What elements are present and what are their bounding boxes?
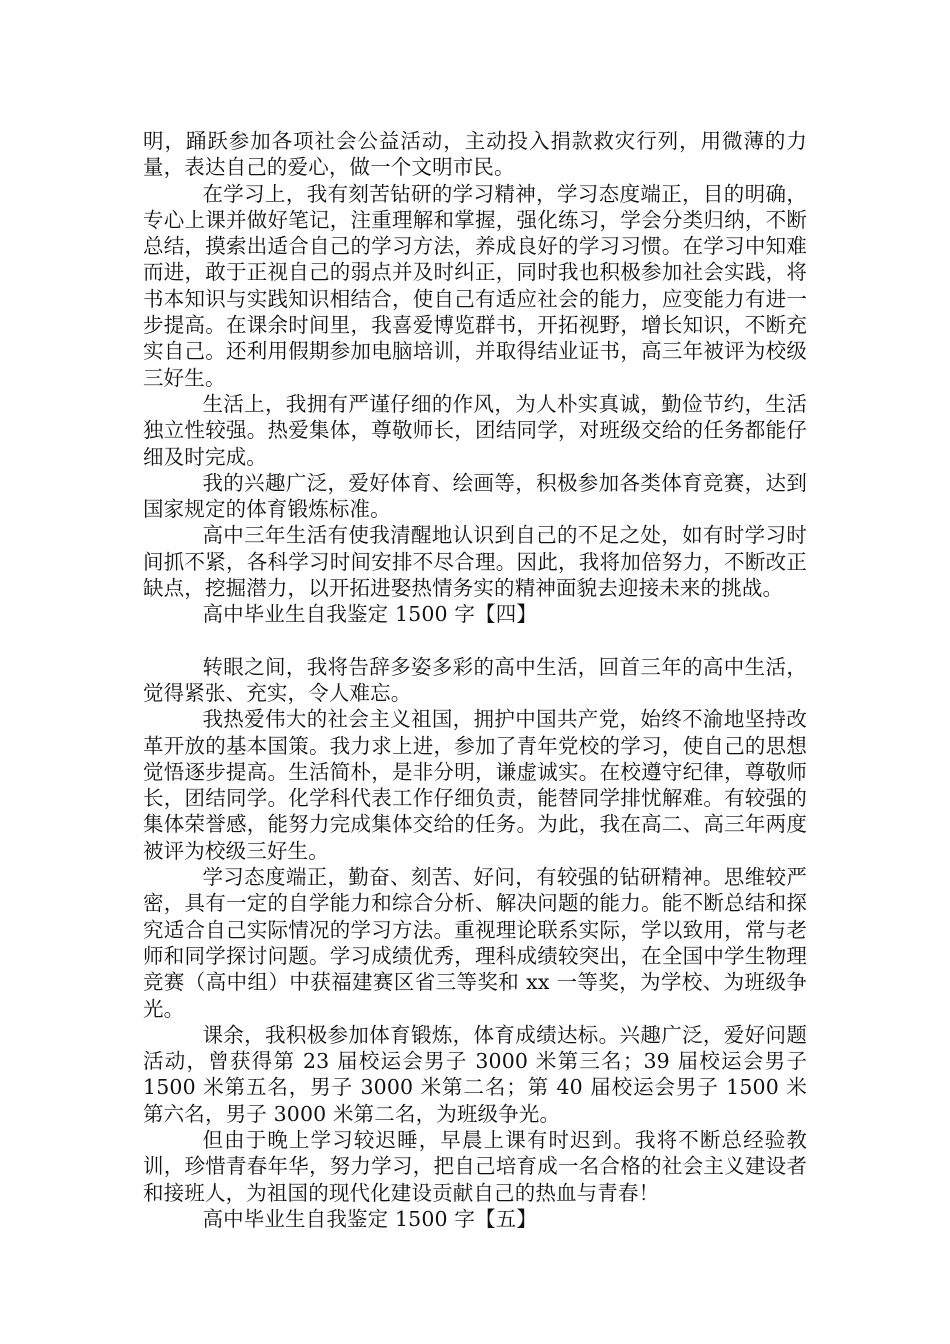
paragraph-study: 在学习上，我有刻苦钻研的学习精神，学习态度端正，目的明确，专心上课并做好笔记，注重理解和掌握，强化练习，学会分类归纳，不断总结，摸索出适合自己的学习方法，养成良好的学习习惯。在学习中知难而进，敢于正视自己的弱点并及时纠正，同时我也积极参加社会实践，将书本知识与实践知识相结合，使自己有适应社会的能力，应变能力有进一步提高。在课余时间里，我喜爱博览群书，开拓视野，增长知识，不断充实自己。还利用假期参加电脑培训，并取得结业证书，高三年被评为校级三好生。 [143, 181, 807, 390]
paragraph-learning: 学习态度端正，勤奋、刻苦、好问，有较强的钻研精神。思维较严密，具有一定的自学能力和综合分析、解决问题的能力。能不断总结和探究适合自己实际情况的学习方法。重视理论联系实际，学以致用，常与老师和同学探讨问题。学习成绩优秀，理科成绩较突出，在全国中学生物理竞赛（高中组）中获福建赛区省三等奖和 xx 一等奖，为学校、为班级争光。 [143, 865, 807, 1021]
document-body [143, 128, 807, 1232]
paragraph-improvement: 但由于晚上学习较迟睡，早晨上课有时迟到。我将不断总经验教训，珍惜青春年华，努力学习，把自己培育成一名合格的社会主义建设者和接班人，为祖国的现代化建设贡献自己的热血与青春！ [143, 1127, 807, 1205]
paragraph-shortcomings: 高中三年生活有使我清醒地认识到自己的不足之处，如有时学习时间抓不紧，各科学习时间安排不尽合理。因此，我将加倍努力，不断改正缺点，挖掘潜力，以开拓进娶热情务实的精神面貌去迎接未来的挑战。 [143, 523, 807, 601]
paragraph-interests: 我的兴趣广泛，爱好体育、绘画等，积极参加各类体育竞赛，达到国家规定的体育锻炼标准。 [143, 470, 807, 522]
paragraph-continuation: 明，踊跃参加各项社会公益活动，主动投入捐款救灾行列，用微薄的力量，表达自己的爱心，做一个文明市民。 [143, 129, 807, 180]
paragraph-sports: 课余，我积极参加体育锻炼，体育成绩达标。兴趣广泛，爱好问题活动，曾获得第 23 届校运会男子 3000 米第三名；39 届校运会男子 1500 米第五名，男子 3000 米第二名；第 40 届校运会男子 1500 米第六名，男子 3000 米第二名，为班级争光。 [143, 1022, 807, 1126]
section-heading-five: 高中毕业生自我鉴定 1500 字【五】 [202, 1206, 537, 1231]
paragraph-ideology: 我热爱伟大的社会主义祖国，拥护中国共产党，始终不渝地坚持改革开放的基本国策。我力求上进，参加了青年党校的学习，使自己的思想觉悟逐步提高。生活简朴，是非分明，谦虚诚实。在校遵守纪律，尊敬师长，团结同学。化学科代表工作仔细负责，能替同学排忧解难。有较强的集体荣誉感，能努力完成集体交给的任务。为此，我在高二、高三年两度被评为校级三好生。 [143, 707, 807, 863]
section-heading-four: 高中毕业生自我鉴定 1500 字【四】 [202, 602, 537, 627]
paragraph-intro: 转眼之间，我将告辞多姿多彩的高中生活，回首三年的高中生活，觉得紧张、充实，令人难忘。 [143, 654, 807, 705]
paragraph-life: 生活上，我拥有严谨仔细的作风，为人朴实真诚，勤俭节约，生活独立性较强。热爱集体，尊敬师长，团结同学，对班级交给的任务都能仔细及时完成。 [143, 391, 807, 469]
